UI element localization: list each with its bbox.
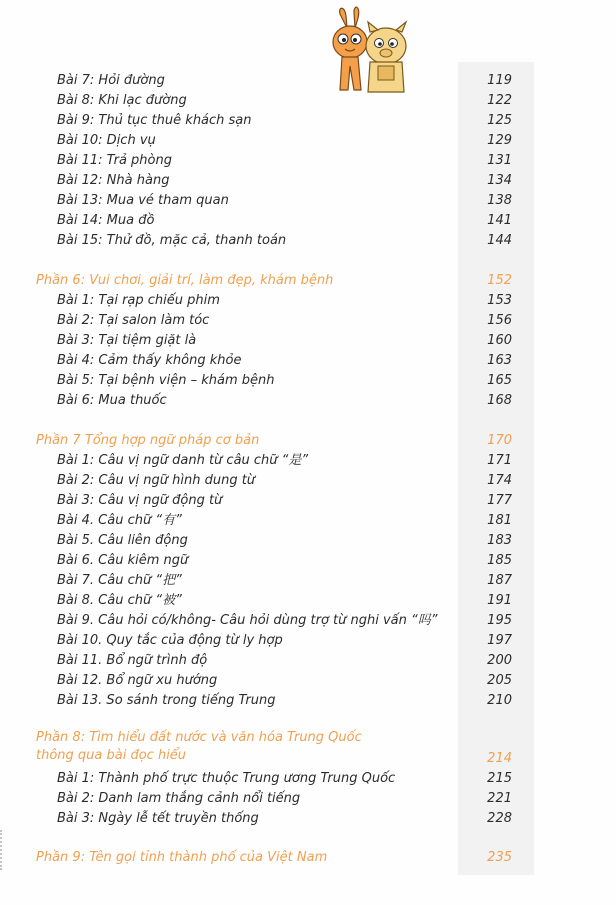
toc-lesson-entry [0,651,616,671]
toc-lesson-entry [0,671,616,691]
toc-page-number: 181 [487,513,512,528]
toc-lesson-entry [0,371,616,391]
toc-page-number: 197 [487,633,512,648]
toc-entry-title: Bài 1: Tại rạp chiếu phim [57,293,220,308]
toc-entry-title: Bài 12: Nhà hàng [57,173,170,188]
toc-page-number: 125 [487,113,512,128]
toc-page-number: 168 [487,393,512,408]
toc-entry-title: Bài 3: Ngày lễ tết truyền thống [57,811,259,826]
toc-entry-title: Phần 7 Tổng hợp ngữ pháp cơ bản [36,433,260,448]
toc-lesson-entry [0,571,616,591]
toc-entry-title: Bài 6: Mua thuốc [57,393,167,408]
toc-page-number: 215 [487,771,512,786]
toc-lesson-entry [0,71,616,91]
toc-entry-title: Bài 4. Câu chữ “有” [57,513,182,528]
toc-page-number: 214 [487,751,512,766]
toc-section-heading [0,431,616,451]
toc-entry-title: Bài 15: Thử đồ, mặc cả, thanh toán [57,233,287,248]
toc-page-number: 153 [487,293,512,308]
toc-page-number: 185 [487,553,512,568]
toc-page-number: 187 [487,573,512,588]
toc-lesson-entry [0,331,616,351]
toc-page-number: 156 [487,313,512,328]
toc-page-number: 141 [487,213,512,228]
toc-lesson-entry [0,769,616,789]
toc-page-number: 200 [487,653,512,668]
toc-section-heading [0,730,616,769]
toc-page-number: 138 [487,193,512,208]
toc-page-number: 170 [487,433,512,448]
toc-entry-title: Bài 7: Hỏi đường [57,73,165,88]
toc-page-number: 228 [487,811,512,826]
toc-lesson-entry [0,511,616,531]
toc-entry-title: Bài 4: Cảm thấy không khỏe [57,353,242,368]
toc-entry-title: Bài 14: Mua đồ [57,213,155,228]
toc-lesson-entry [0,151,616,171]
toc-page-number: 131 [487,153,512,168]
toc-entry-title: Bài 2: Danh lam thắng cảnh nổi tiếng [57,791,301,806]
toc-lesson-entry [0,591,616,611]
toc-page-number: 221 [487,791,512,806]
toc-entry-title: Bài 1: Câu vị ngữ danh từ câu chữ “是” [57,453,309,468]
toc-entry-title: Bài 11. Bổ ngữ trình độ [57,653,208,668]
toc-lesson-entry [0,211,616,231]
toc-lesson-entry [0,311,616,331]
toc-page-number: 205 [487,673,512,688]
toc-lesson-entry [0,111,616,131]
toc-lesson-entry [0,471,616,491]
toc-page-number: 183 [487,533,512,548]
toc-entry-title: Bài 13. So sánh trong tiếng Trung [57,693,276,708]
toc-page-number: 163 [487,353,512,368]
toc-entry-title: Bài 5. Câu liên động [57,533,188,548]
toc-entry-title: Bài 5: Tại bệnh viện – khám bệnh [57,373,275,388]
toc-entry-title: Bài 12. Bổ ngữ xu hướng [57,673,218,688]
toc-page-number: 165 [487,373,512,388]
toc-lesson-entry [0,691,616,711]
toc-entry-title: Bài 10: Dịch vụ [57,133,156,148]
toc-lesson-entry [0,451,616,471]
toc-page-number: 210 [487,693,512,708]
toc-lesson-entry [0,171,616,191]
toc-entry-title: Bài 1: Thành phố trực thuộc Trung ương Trung Quốc [57,771,396,786]
toc-page-number: 195 [487,613,512,628]
toc-entry-title: Bài 9. Câu hỏi có/không- Câu hỏi dùng trợ từ nghi vấn “吗” [57,613,438,628]
toc-entry-title: Bài 11: Trả phòng [57,153,172,168]
toc-lesson-entry [0,611,616,631]
toc-section-heading [0,271,616,291]
toc-page-number: 119 [487,73,512,88]
toc-entry-title: Phần 9: Tên gọi tỉnh thành phố của Việt Nam [36,850,328,865]
toc-entry-title: Bài 10. Quy tắc của động từ ly hợp [57,633,283,648]
toc-lesson-entry [0,191,616,211]
toc-lesson-entry [0,531,616,551]
toc-lesson-entry [0,291,616,311]
toc-page-number: 134 [487,173,512,188]
toc-page-number: 191 [487,593,512,608]
toc-entry-title: Bài 2: Tại salon làm tóc [57,313,210,328]
toc-lesson-entry [0,809,616,829]
toc-page-number: 129 [487,133,512,148]
toc-entry-title: Bài 8. Câu chữ “被” [57,593,182,608]
toc-page-number: 152 [487,273,512,288]
toc-entry-title: Bài 3: Tại tiệm giặt là [57,333,197,348]
toc-page-number: 122 [487,93,512,108]
toc-lesson-entry [0,789,616,809]
toc-entry-title: Bài 9: Thủ tục thuê khách sạn [57,113,252,128]
toc-entry-title: Bài 6. Câu kiêm ngữ [57,553,189,568]
toc-lesson-entry [0,391,616,411]
toc-entry-title: Phần 6: Vui chơi, giải trí, làm đẹp, khám bệnh [36,273,334,288]
toc-page-number: 235 [487,850,512,865]
toc-lesson-entry [0,91,616,111]
toc-lesson-entry [0,491,616,511]
toc-entry-title: Bài 7. Câu chữ “把” [57,573,182,588]
toc-page-number: 174 [487,473,512,488]
toc-entry-title-line2: thông qua bài đọc hiểu [36,748,187,763]
toc-lesson-entry [0,551,616,571]
toc-section-heading [0,848,616,868]
toc-page-number: 171 [487,453,512,468]
toc-entry-title: Bài 13: Mua vé tham quan [57,193,229,208]
toc-lesson-entry [0,631,616,651]
toc-lesson-entry [0,231,616,251]
toc-entry-title: Bài 3: Câu vị ngữ động từ [57,493,223,508]
toc-lesson-entry [0,351,616,371]
toc-page-number: 177 [487,493,512,508]
toc-page-number: 160 [487,333,512,348]
toc-lesson-entry [0,131,616,151]
toc-entry-title-line1: Phần 8: Tìm hiểu đất nước và văn hóa Trung Quốc [36,730,362,745]
toc-page-number: 144 [487,233,512,248]
toc-entry-title: Bài 8: Khi lạc đường [57,93,187,108]
toc-entry-title: Bài 2: Câu vị ngữ hình dung từ [57,473,256,488]
